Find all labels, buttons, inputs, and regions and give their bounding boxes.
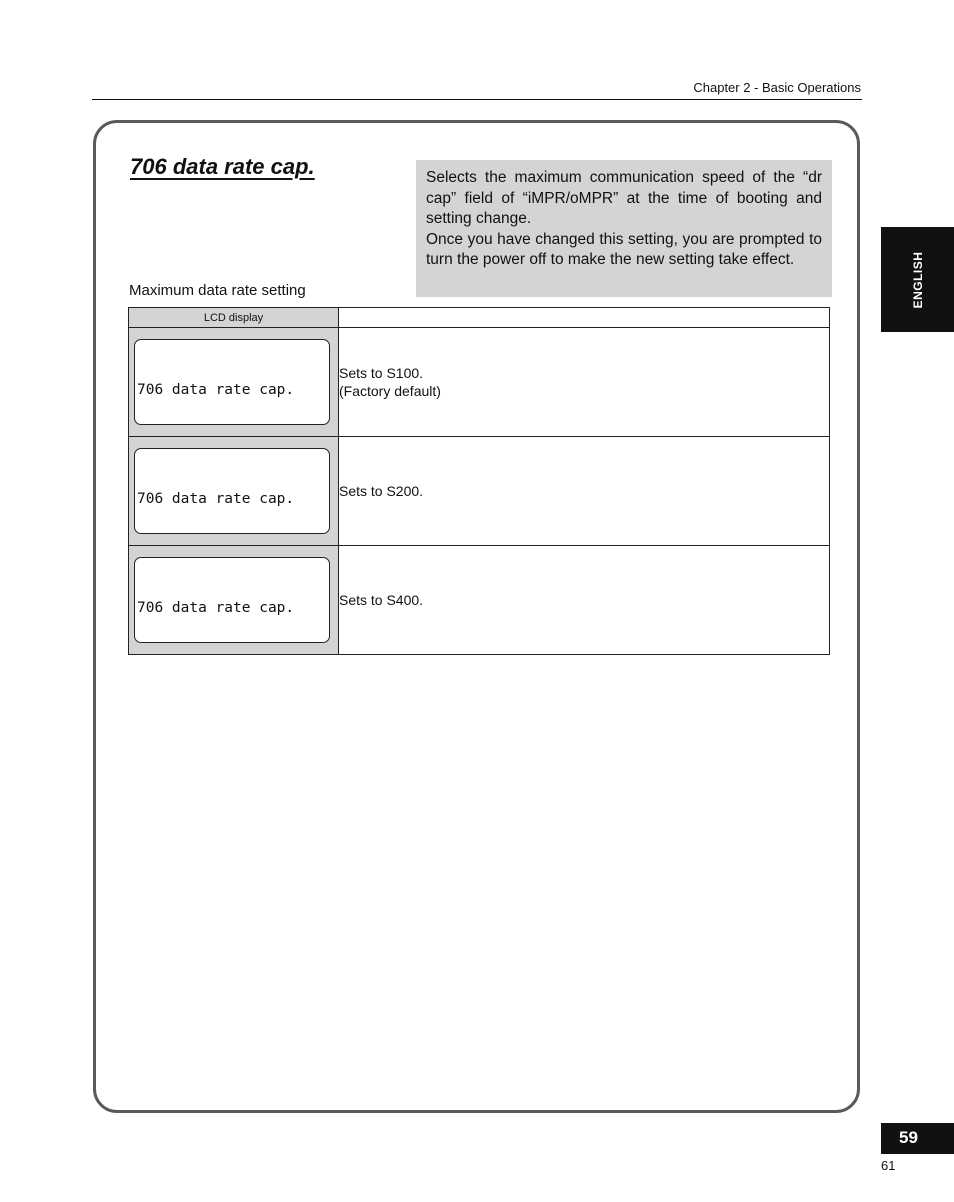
language-tab-label: ENGLISH <box>910 251 925 308</box>
section-title: 706 data rate cap. <box>130 154 315 179</box>
page-number: 59 <box>881 1123 954 1154</box>
lcd-line: 706 data rate cap. <box>137 491 295 507</box>
settings-table <box>128 307 830 655</box>
language-tab <box>881 227 954 332</box>
description-paragraph-2: Once you have changed this setting, you are prompted to turn the power off to make the new setting take effect. <box>426 230 822 268</box>
description-line: Sets to S200. <box>339 483 424 499</box>
description-box <box>416 160 832 297</box>
description-cell <box>339 437 830 546</box>
table-header-row <box>129 308 830 328</box>
lcd-line: 706 data rate cap. <box>137 600 295 616</box>
chapter-header: Chapter 2 - Basic Operations <box>693 80 861 95</box>
lcd-screen <box>134 339 330 425</box>
lcd-screen <box>134 557 330 643</box>
description-cell <box>339 546 830 655</box>
lcd-cell <box>129 328 339 437</box>
sub-page-number: 61 <box>881 1158 896 1173</box>
description-cell <box>339 328 830 437</box>
description-line: Sets to S100. <box>339 365 424 381</box>
lcd-display-header: LCD display <box>129 308 339 328</box>
description-line: Sets to S400. <box>339 592 424 608</box>
table-row <box>129 328 830 437</box>
lcd-screen <box>134 448 330 534</box>
lcd-cell <box>129 437 339 546</box>
lcd-line: 706 data rate cap. <box>137 382 295 398</box>
description-paragraph-1: Selects the maximum communication speed of the “dr cap” field of “iMPR/oMPR” at the time of booting and setting change. <box>426 169 822 227</box>
description-header <box>339 308 830 328</box>
lcd-cell <box>129 546 339 655</box>
table-subtitle: Maximum data rate setting <box>129 282 306 299</box>
table-row <box>129 546 830 655</box>
description-line: (Factory default) <box>339 383 441 399</box>
table-row <box>129 437 830 546</box>
header-rule <box>92 99 862 100</box>
